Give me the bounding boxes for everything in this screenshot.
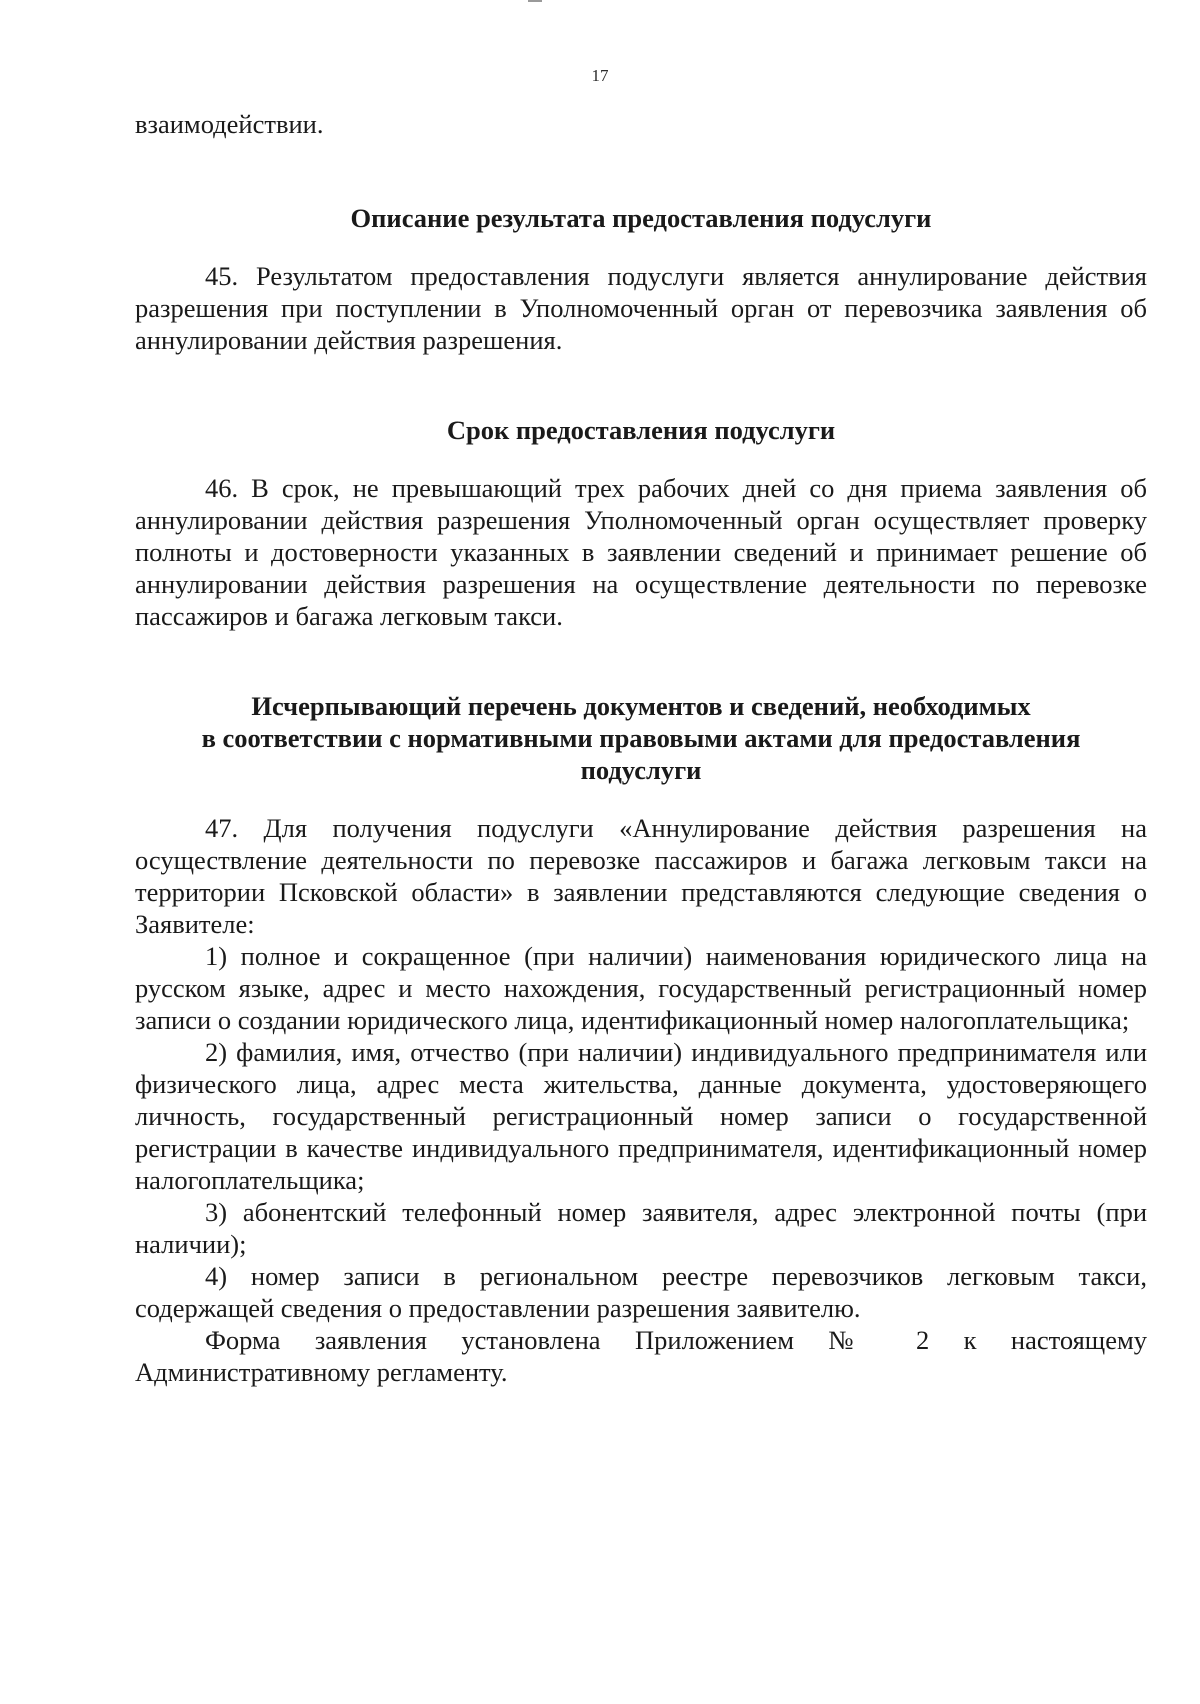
document-body xyxy=(135,108,1147,1388)
paragraph-46: 46. В срок, не превышающий трех рабочих дней со дня приема заявления об аннулировании действия разрешения Уполномоченный орган осуществляет проверку полноты и достоверности указанных в заявлении сведений и принимает решение об аннулировании действия разрешения на осуществление деятельности по перевозке пассажиров и багажа легковым такси. xyxy=(135,473,1147,631)
heading-line: Описание результата предоставления подуслуги xyxy=(350,203,932,233)
list-item-2: 2) фамилия, имя, отчество (при наличии) индивидуального предпринимателя или физического лица, адрес места жительства, данные документа, удостоверяющего личность, государственный регистрационный номер записи о государственной регистрации в качестве индивидуального предпринимателя, идентификационный номер налогоплательщика; xyxy=(135,1037,1147,1195)
paragraph-47: 47. Для получения подуслуги «Аннулирование действия разрешения на осуществление деятельности по перевозке пассажиров и багажа легковым такси на территории Псковской области» в заявлении представляются следующие сведения о Заявителе: xyxy=(135,813,1147,939)
scan-artifact-mark xyxy=(528,0,542,2)
application-form-note: Форма заявления установлена Приложением № 2 к настоящему Административному регламенту. xyxy=(135,1325,1147,1387)
heading-line: в соответствии с нормативными правовыми актами для предоставления xyxy=(201,723,1081,753)
list-item-3: 3) абонентский телефонный номер заявителя, адрес электронной почты (при наличии); xyxy=(135,1197,1147,1259)
section-heading-documents-list xyxy=(135,690,1147,786)
section-heading-term xyxy=(135,414,1147,446)
intro-fragment: взаимодействии. xyxy=(135,109,324,139)
list-item-4: 4) номер записи в региональном реестре перевозчиков легковым такси, содержащей сведения о предоставлении разрешения заявителю. xyxy=(135,1261,1147,1323)
page-number: 17 xyxy=(591,66,609,85)
heading-line: Срок предоставления подуслуги xyxy=(446,415,836,445)
paragraph-45: 45. Результатом предоставления подуслуги является аннулирование действия разрешения при поступлении в Уполномоченный орган от перевозчика заявления об аннулировании действия разрешения. xyxy=(135,261,1147,355)
heading-line: подуслуги xyxy=(580,755,702,785)
section-heading-result xyxy=(135,202,1147,234)
list-item-1: 1) полное и сокращенное (при наличии) наименования юридического лица на русском языке, адрес и место нахождения, государственный регистрационный номер записи о создании юридического лица, идентификационный номер налогоплательщика; xyxy=(135,941,1147,1035)
heading-line: Исчерпывающий перечень документов и сведений, необходимых xyxy=(251,691,1031,721)
